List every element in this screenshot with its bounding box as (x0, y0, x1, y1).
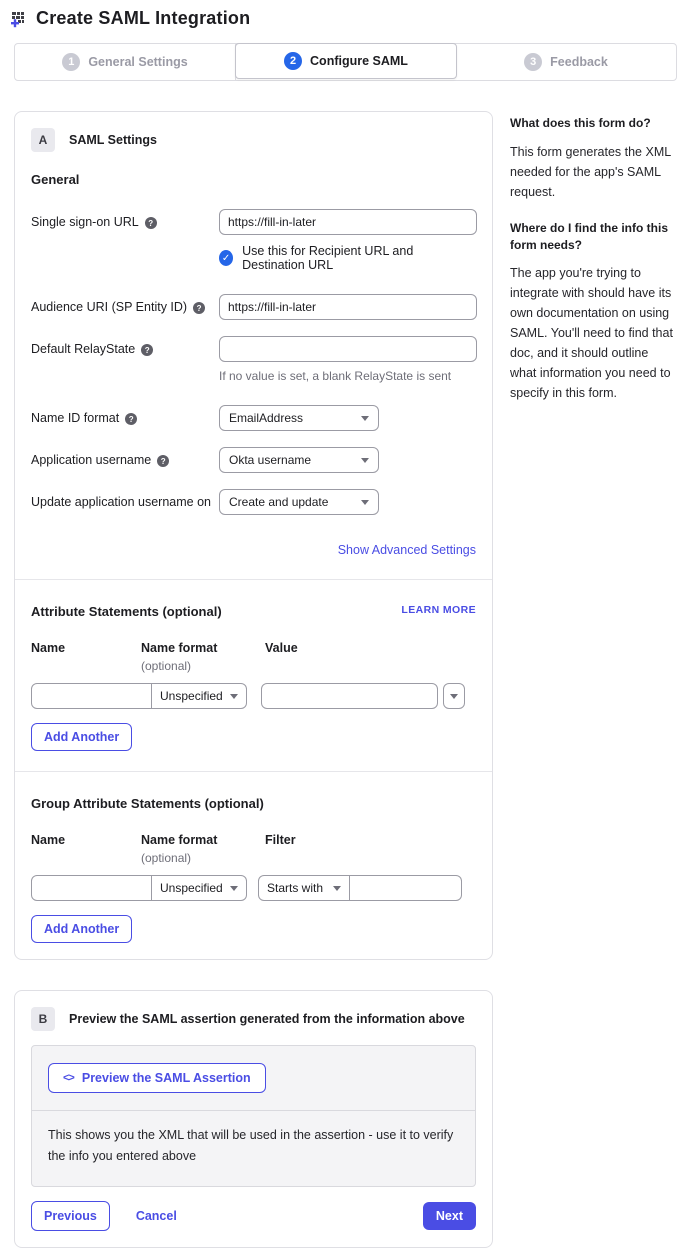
group-attribute-row (31, 875, 476, 901)
attr-value-input[interactable] (261, 683, 438, 709)
chevron-down-icon (230, 694, 238, 699)
sidebar-question-1: What does this form do? (510, 116, 651, 130)
attribute-statements-title: Attribute Statements (optional) (31, 604, 222, 619)
sso-url-label: Single sign-on URL (31, 215, 139, 229)
chevron-down-icon (230, 886, 238, 891)
show-advanced-settings-link[interactable]: Show Advanced Settings (337, 543, 476, 557)
update-username-label: Update application username on (31, 495, 211, 509)
step-feedback[interactable] (456, 44, 676, 80)
group-attr-filter-value-input[interactable] (350, 875, 462, 901)
preview-box (31, 1045, 476, 1187)
app-username-label: Application username (31, 453, 152, 467)
recipient-url-checkbox-label: Use this for Recipient URL and Destination URL (242, 244, 414, 272)
name-id-format-select[interactable] (219, 405, 379, 431)
name-id-format-value: EmailAddress (229, 411, 304, 425)
col-name-format: Name format (141, 641, 218, 655)
step-label: General Settings (88, 55, 188, 69)
preview-description: This shows you the XML that will be used in the assertion - use it to verify the info you entered above (48, 1128, 454, 1163)
col-name-format: Name format (141, 833, 218, 847)
col-name: Name (31, 641, 66, 655)
name-id-format-label: Name ID format (31, 411, 120, 425)
audience-uri-label: Audience URI (SP Entity ID) (31, 300, 188, 314)
saml-settings-panel (14, 111, 493, 960)
field-update-username (31, 489, 476, 515)
chevron-down-icon (361, 416, 369, 421)
group-attribute-columns (31, 833, 476, 865)
relay-state-label: Default RelayState (31, 342, 136, 356)
panel-b-title: Preview the SAML assertion generated from the information above (69, 1012, 465, 1026)
attribute-row (31, 683, 476, 709)
relay-state-hint: If no value is set, a blank RelayState is sent (219, 369, 452, 383)
field-name-id-format (31, 405, 476, 431)
step-label: Feedback (550, 55, 608, 69)
sidebar-answer-2: The app you're trying to integrate with should have its own documentation on using SAML. You'll need to find that doc, and it should outline what information you need to specify in this form. (510, 266, 673, 401)
update-username-value: Create and update (229, 495, 329, 509)
divider (15, 579, 492, 580)
field-audience-uri (31, 294, 476, 320)
attr-name-format-value: Unspecified (160, 689, 223, 703)
next-button[interactable]: Next (423, 1202, 476, 1230)
page-title: Create SAML Integration (36, 8, 251, 28)
step-configure-saml[interactable] (235, 43, 457, 79)
step-label: Configure SAML (310, 54, 408, 68)
help-icon[interactable]: ? (193, 302, 205, 314)
group-attribute-statements-title: Group Attribute Statements (optional) (31, 796, 264, 811)
col-filter: Filter (265, 833, 296, 847)
attribute-columns (31, 641, 476, 673)
help-icon[interactable]: ? (145, 217, 157, 229)
add-app-grid-icon (10, 9, 30, 29)
update-username-select[interactable] (219, 489, 379, 515)
recipient-url-checkbox[interactable]: ✓ (219, 250, 233, 266)
learn-more-link[interactable]: LEARN MORE (401, 604, 476, 616)
chevron-down-icon (333, 886, 341, 891)
attr-name-input[interactable] (31, 683, 152, 709)
chevron-down-icon (361, 458, 369, 463)
section-a-badge: A (31, 128, 55, 152)
chevron-down-icon (361, 500, 369, 505)
attr-value-dropdown-button[interactable] (443, 683, 465, 709)
group-attr-filter-select[interactable] (258, 875, 350, 901)
chevron-down-icon (450, 694, 458, 699)
page-header (0, 0, 691, 35)
attr-name-format-select[interactable] (152, 683, 247, 709)
group-attr-name-format-value: Unspecified (160, 881, 223, 895)
sso-url-input[interactable] (219, 209, 477, 235)
col-optional: (optional) (141, 851, 192, 865)
help-icon[interactable]: ? (125, 413, 137, 425)
add-another-attribute-button[interactable]: Add Another (31, 723, 132, 751)
sidebar-answer-1: This form generates the XML needed for the app's SAML request. (510, 144, 671, 199)
relay-state-input[interactable] (219, 336, 477, 362)
group-attr-name-input[interactable] (31, 875, 152, 901)
app-username-select[interactable] (219, 447, 379, 473)
add-another-group-attribute-button[interactable]: Add Another (31, 915, 132, 943)
previous-button[interactable]: Previous (31, 1201, 110, 1231)
help-icon[interactable]: ? (141, 344, 153, 356)
group-attr-name-format-select[interactable] (152, 875, 247, 901)
preview-button-label: Preview the SAML Assertion (81, 1071, 251, 1085)
general-heading: General (31, 172, 80, 187)
field-app-username (31, 447, 476, 473)
preview-assertion-panel (14, 990, 493, 1248)
app-username-value: Okta username (229, 453, 312, 467)
step-number-badge: 2 (284, 52, 302, 70)
group-attr-filter-value: Starts with (267, 881, 324, 895)
help-icon[interactable]: ? (157, 455, 169, 467)
preview-saml-assertion-button[interactable] (48, 1063, 266, 1093)
field-sso-url (31, 209, 476, 272)
cancel-button[interactable]: Cancel (135, 1209, 177, 1224)
field-relay-state (31, 336, 476, 383)
col-name: Name (31, 833, 66, 847)
section-b-badge: B (31, 1007, 55, 1031)
code-icon: <> (63, 1072, 74, 1084)
divider (15, 771, 492, 772)
sidebar-question-2: Where do I find the info this form needs? (510, 220, 668, 252)
step-number-badge: 3 (524, 53, 542, 71)
help-sidebar (510, 111, 677, 421)
step-number-badge: 1 (62, 53, 80, 71)
audience-uri-input[interactable] (219, 294, 477, 320)
wizard-steps (14, 43, 677, 81)
col-optional: (optional) (141, 659, 192, 673)
col-value: Value (265, 641, 298, 655)
step-general-settings[interactable] (15, 44, 236, 80)
panel-a-title: SAML Settings (69, 133, 157, 147)
